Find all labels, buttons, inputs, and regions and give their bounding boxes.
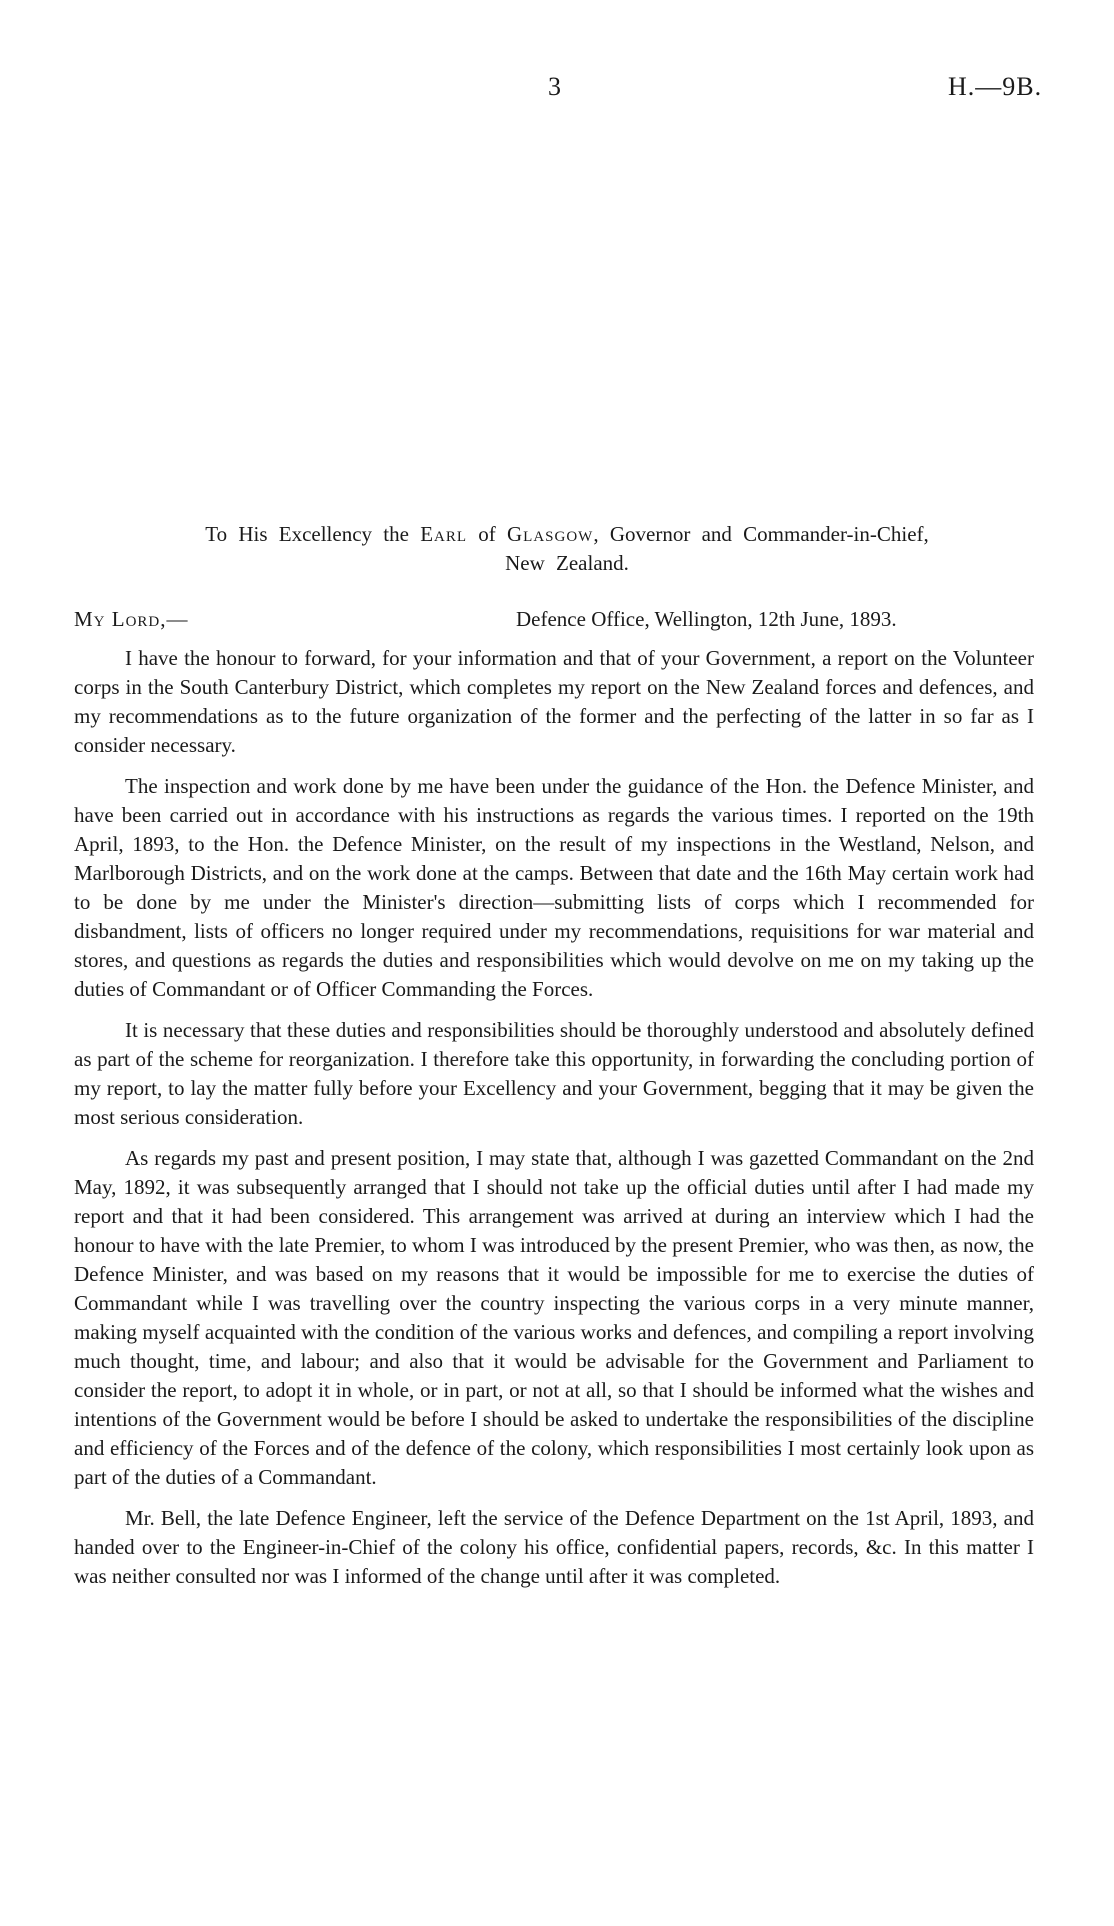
page-number: 3 — [548, 72, 561, 101]
letter-address — [112, 520, 1022, 578]
salutation: My Lord,— — [74, 607, 189, 631]
paragraph: Mr. Bell, the late Defence Engineer, left the service of the Defence Department on the 1st April, 1893, and handed over to the Engineer-in-Chief of the colony his office, confidential papers, records, &c. In this matter I was neither consulted nor was I informed of the change until after it was completed. — [74, 1506, 1034, 1588]
address-to: To His Excellency the — [205, 522, 409, 546]
paragraph: It is necessary that these duties and responsibilities should be thoroughly understood and absolutely defined as part of the scheme for reorganization. I therefore take this opportunity, in forwarding the concluding portion of my report, to lay the matter fully before your Excellency and your Government, begging that it may be given the most serious consideration. — [74, 1018, 1034, 1129]
address-glasgow: Glasgow — [507, 522, 594, 546]
dateline: Defence Office, Wellington, 12th June, 1893. — [516, 607, 897, 631]
letter-body — [74, 644, 1034, 1603]
address-line2: New Zealand. — [505, 551, 629, 575]
paragraph: The inspection and work done by me have been under the guidance of the Hon. the Defence Minister, and have been carried out in accordance with his instructions as regards the various times. I reported on the 19th April, 1893, to the Hon. the Defence Minister, on the result of my inspections in the Westland, Nelson, and Marlborough Districts, and on the work done at the camps. Between that date and the 16th May certain work had to be done by me under the Minister's direction—submitting lists of corps which I recommended for disbandment, lists of officers no longer required under my recommendations, requisitions for war material and stores, and questions as regards the duties and responsibilities which would devolve on me on my taking up the duties of Commandant or of Officer Commanding the Forces. — [74, 774, 1034, 1001]
paragraph: I have the honour to forward, for your information and that of your Government, a report on the Volunteer corps in the South Canterbury District, which completes my report on the New Zealand forces and defences, and my recommendations as to the future organization of the former and the perfecting of the latter in so far as I consider necessary. — [74, 646, 1034, 757]
document-reference: H.—9B. — [948, 72, 1043, 101]
address-rest: , Governor and Commander-in-Chief, — [593, 522, 929, 546]
paragraph: As regards my past and present position, I may state that, although I was gazetted Commandant on the 2nd May, 1892, it was subsequently arranged that I should not take up the official duties until after I had made my report and that it had been considered. This arrangement was arrived at during an interview which I had the honour to have with the late Premier, to whom I was introduced by the present Premier, who was then, as now, the Defence Minister, and was based on my reasons that it would be impossible for me to exercise the duties of Commandant while I was travelling over the country inspecting the various corps in a very minute manner, making myself acquainted with the condition of the various works and defences, and compiling a report involving much thought, time, and labour; and also that it would be advisable for the Government and Parliament to consider the report, to adopt it in whole, or in part, or not at all, so that I should be informed what the wishes and intentions of the Government would be before I should be asked to undertake the responsibilities of the discipline and efficiency of the Forces and of the defence of the colony, which responsibilities I most certainly look upon as part of the duties of a Commandant. — [74, 1146, 1034, 1489]
address-of: of — [478, 522, 496, 546]
address-earl-title: Earl — [420, 522, 468, 546]
